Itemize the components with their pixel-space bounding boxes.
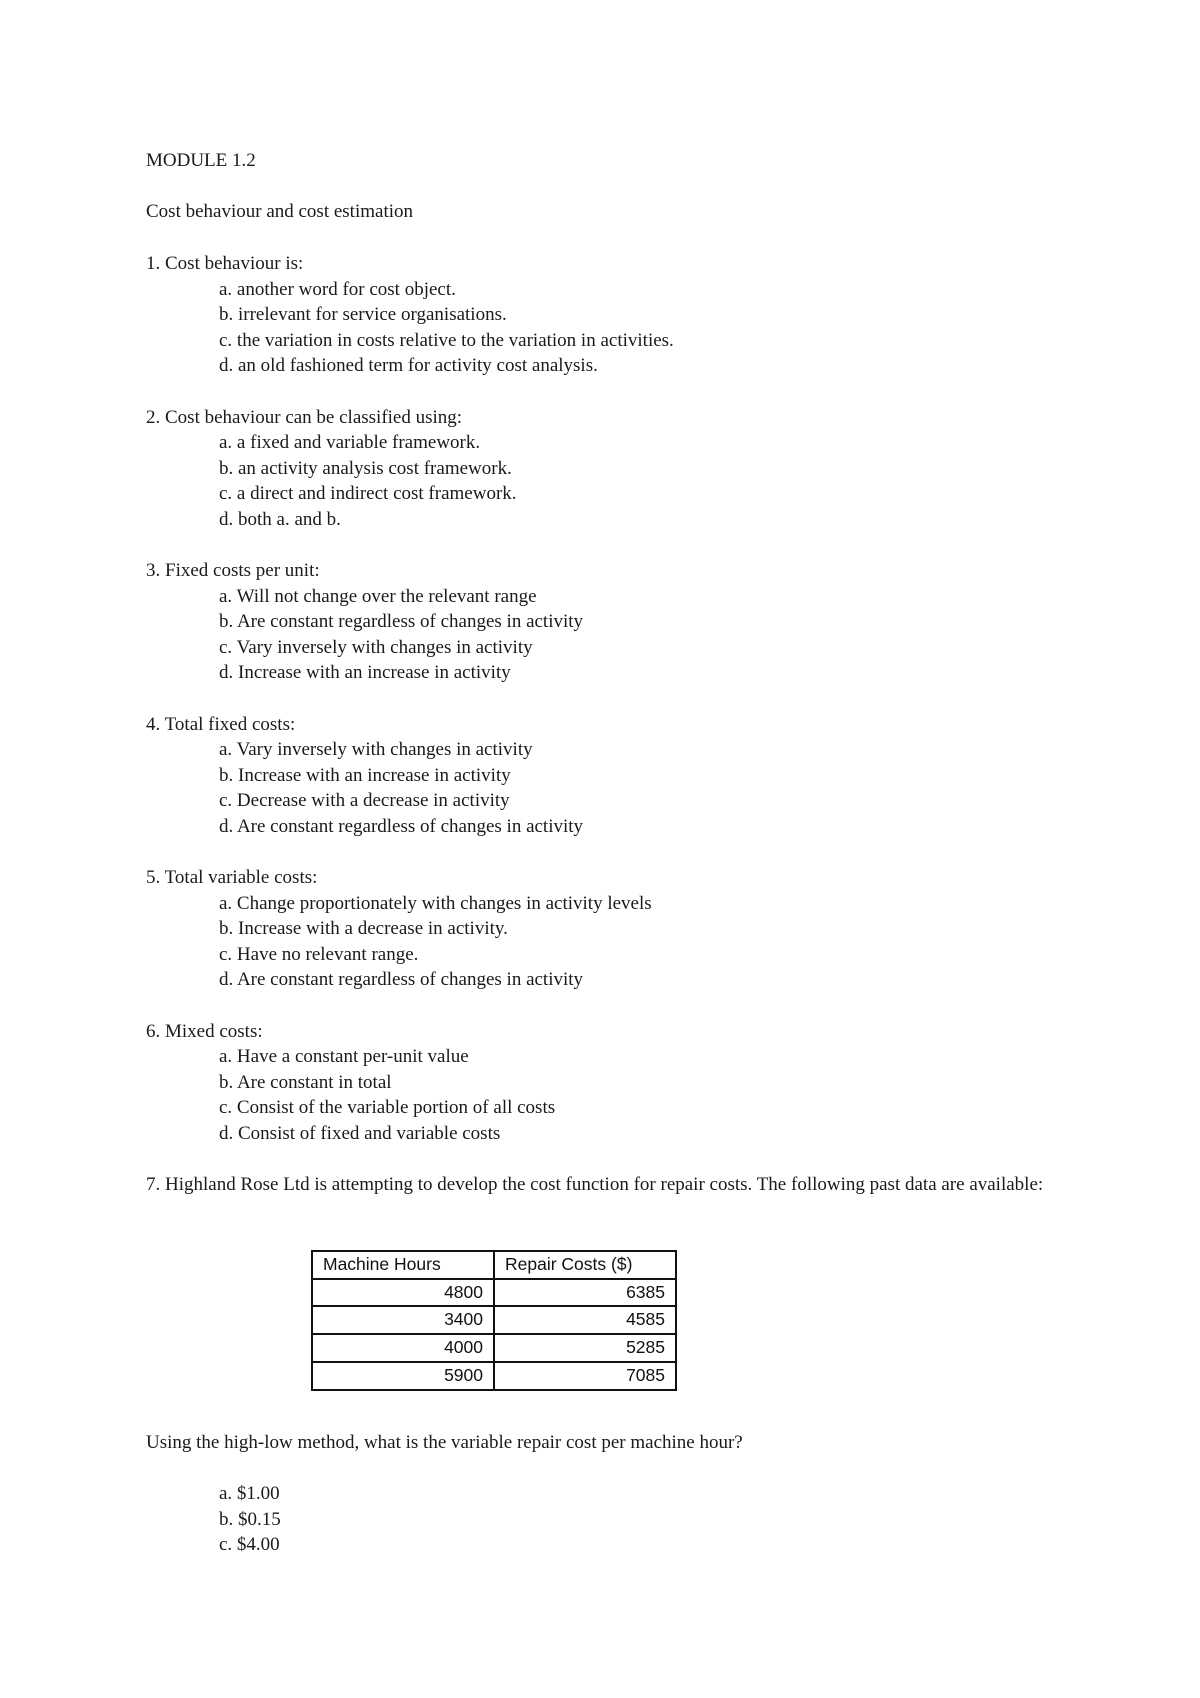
table-cell: 3400 xyxy=(312,1306,494,1334)
answer-option: c. Have no relevant range. xyxy=(219,944,419,965)
table-row xyxy=(312,1334,676,1362)
table-row xyxy=(312,1279,676,1307)
table-row xyxy=(312,1306,676,1334)
answer-option: b. irrelevant for service organisations. xyxy=(219,304,507,325)
answer-option: d. Increase with an increase in activity xyxy=(219,662,511,683)
answer-option: b. $0.15 xyxy=(219,1509,281,1530)
answer-option: b. Are constant in total xyxy=(219,1072,392,1093)
answer-option: a. Have a constant per-unit value xyxy=(219,1046,469,1067)
column-header: Machine Hours xyxy=(312,1251,494,1279)
question-text: Using the high-low method, what is the variable repair cost per machine hour? xyxy=(146,1432,743,1453)
module-subtitle: Cost behaviour and cost estimation xyxy=(146,201,414,222)
question-stem: 6. Mixed costs: xyxy=(146,1021,263,1042)
answer-option: a. Will not change over the relevant range xyxy=(219,586,537,607)
table-cell: 4800 xyxy=(312,1279,494,1307)
answer-option: d. Are constant regardless of changes in activity xyxy=(219,969,584,990)
question-stem: 1. Cost behaviour is: xyxy=(146,253,304,274)
question-stem: 5. Total variable costs: xyxy=(146,867,318,888)
table-cell: 5285 xyxy=(494,1334,676,1362)
answer-option: d. Consist of fixed and variable costs xyxy=(219,1123,501,1144)
answer-option: c. Vary inversely with changes in activity xyxy=(219,637,533,658)
question-stem: 7. Highland Rose Ltd is attempting to develop the cost function for repair costs. The following past data are available: xyxy=(146,1174,1044,1195)
question-stem: 4. Total fixed costs: xyxy=(146,714,296,735)
answer-option: a. Vary inversely with changes in activity xyxy=(219,739,533,760)
answer-option: a. another word for cost object. xyxy=(219,279,456,300)
table-row xyxy=(312,1362,676,1390)
answer-option: b. Increase with a decrease in activity. xyxy=(219,918,508,939)
answer-option: c. $4.00 xyxy=(219,1534,280,1555)
table-cell: 7085 xyxy=(494,1362,676,1390)
answer-option: c. a direct and indirect cost framework. xyxy=(219,483,517,504)
answer-option: d. Are constant regardless of changes in activity xyxy=(219,816,584,837)
table-cell: 6385 xyxy=(494,1279,676,1307)
repair-cost-table xyxy=(311,1250,677,1391)
answer-option: c. Decrease with a decrease in activity xyxy=(219,790,510,811)
answer-option: b. an activity analysis cost framework. xyxy=(219,458,512,479)
answer-option: c. Consist of the variable portion of all costs xyxy=(219,1097,556,1118)
table-cell: 5900 xyxy=(312,1362,494,1390)
answer-option: a. Change proportionately with changes in activity levels xyxy=(219,893,652,914)
answer-option: b. Increase with an increase in activity xyxy=(219,765,511,786)
answer-option: d. both a. and b. xyxy=(219,509,341,530)
answer-option: c. the variation in costs relative to the variation in activities. xyxy=(219,330,674,351)
table-cell: 4000 xyxy=(312,1334,494,1362)
question-stem: 3. Fixed costs per unit: xyxy=(146,560,320,581)
column-header: Repair Costs ($) xyxy=(494,1251,676,1279)
question-stem: 2. Cost behaviour can be classified using: xyxy=(146,407,463,428)
table-header-row xyxy=(312,1251,676,1279)
answer-option: b. Are constant regardless of changes in activity xyxy=(219,611,584,632)
answer-option: a. a fixed and variable framework. xyxy=(219,432,481,453)
table-cell: 4585 xyxy=(494,1306,676,1334)
answer-option: a. $1.00 xyxy=(219,1483,280,1504)
answer-option: d. an old fashioned term for activity cost analysis. xyxy=(219,355,598,376)
module-title: MODULE 1.2 xyxy=(146,150,256,171)
